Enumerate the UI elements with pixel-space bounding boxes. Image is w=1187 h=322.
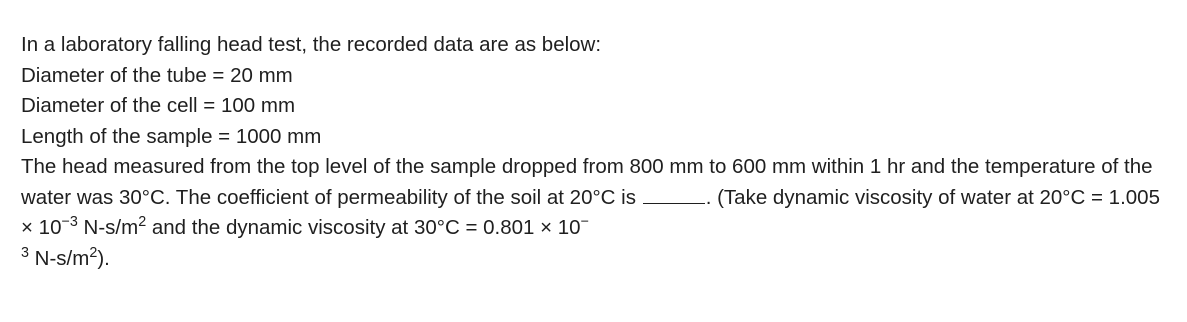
- paragraph-text-3: N-s/m: [77, 216, 139, 239]
- paragraph-text-4: and the dynamic viscosity at 30°C = 0.801 × 10: [146, 216, 581, 239]
- exponent-2-minus: −: [580, 214, 589, 231]
- tube-diameter-line: Diameter of the tube = 20 mm: [21, 63, 293, 87]
- intro-line: In a laboratory falling head test, the recorded data are as below:: [21, 33, 602, 56]
- squared-1: 2: [138, 214, 147, 231]
- paragraph-text-6: ).: [97, 246, 110, 270]
- exponent-1: −3: [61, 214, 78, 231]
- answer-blank: [643, 184, 705, 203]
- paragraph-text-5: N-s/m: [28, 246, 90, 270]
- problem-paragraph: [21, 152, 1176, 274]
- paragraph-text-1: The head measured from the top level of the sample dropped from 800 mm to 600 mm within 1 hr and the temperature of the water was 30°C. The coefficient of permeability of the soil at 20°C is: [21, 155, 1153, 209]
- cell-diameter-line: Diameter of the cell = 100 mm: [21, 94, 296, 117]
- question-text: [21, 30, 1176, 274]
- sample-length-line: Length of the sample = 1000 mm: [21, 124, 322, 148]
- exponent-2-digit: 3: [21, 244, 29, 261]
- squared-2: 2: [89, 244, 98, 261]
- paragraph-text-2: . (Take dynamic viscosity of water at 20°C = 1.005 × 10: [21, 185, 1160, 239]
